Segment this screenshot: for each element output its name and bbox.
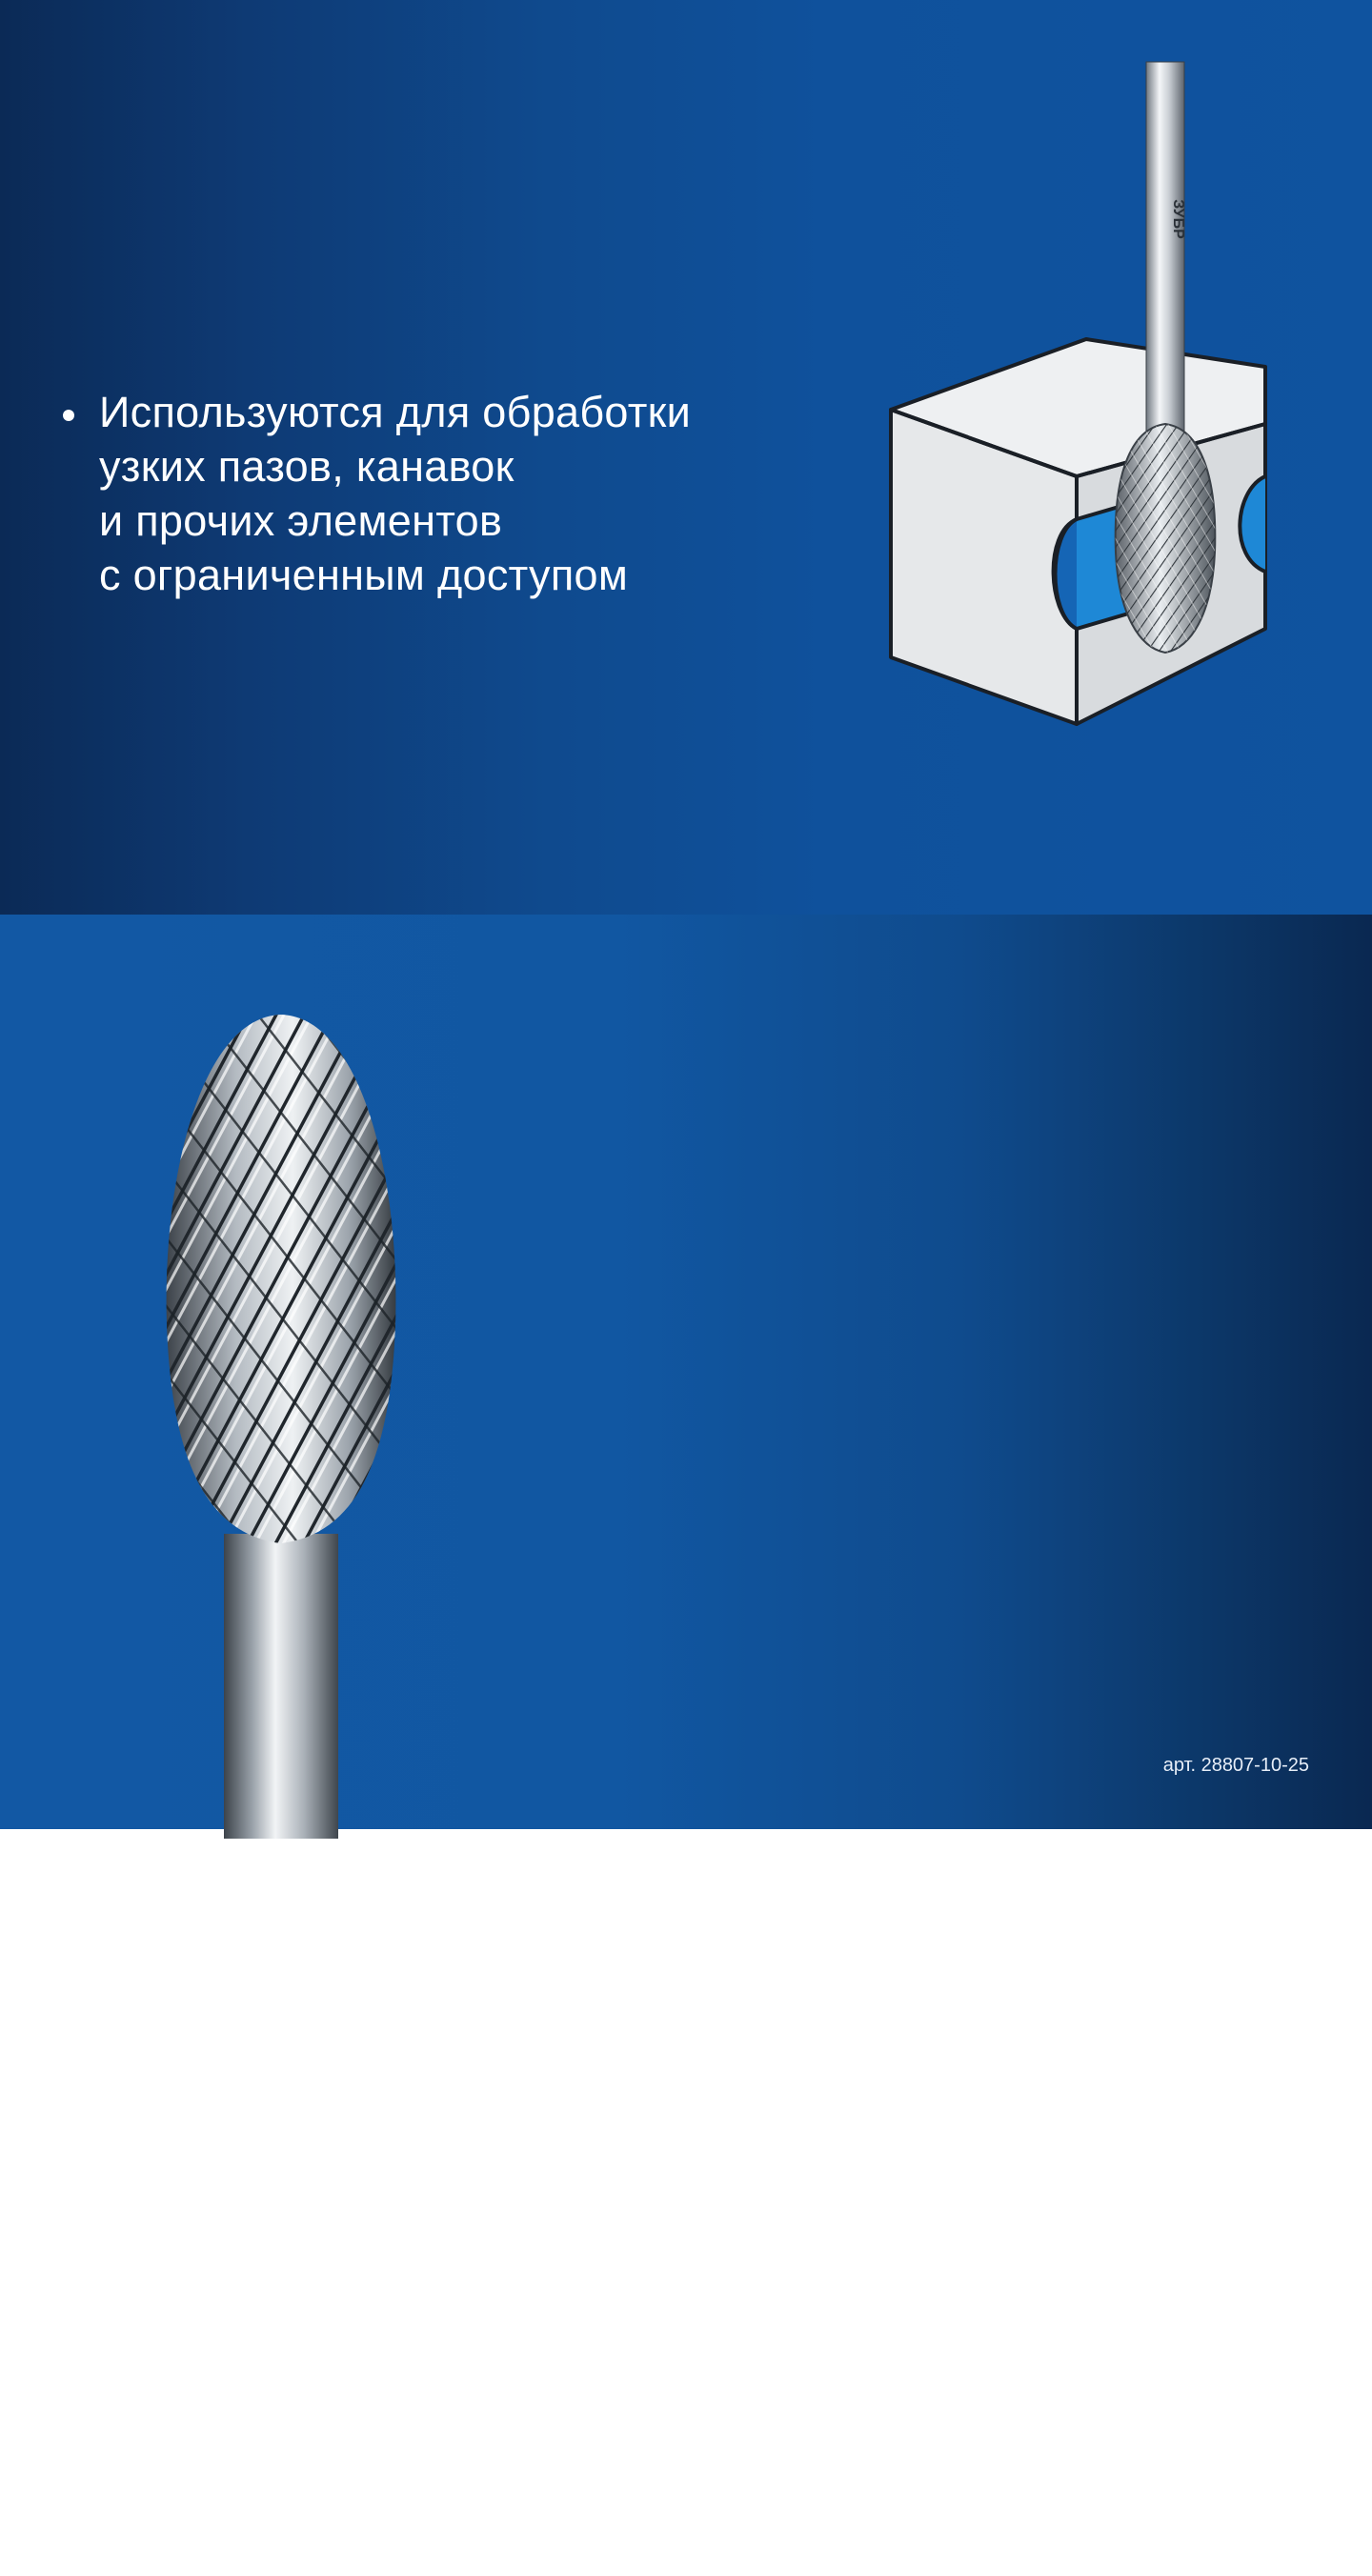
bullet-line: Рабочая часть из мелко- — [600, 1984, 1099, 2033]
bottom-panel — [0, 915, 1372, 2520]
carbide-burr-closeup-icon — [162, 962, 438, 1829]
bullet-dot-icon — [564, 2223, 575, 2234]
bullet-line: узких пазов, канавок — [99, 442, 514, 491]
bullet-line: с ограниченным доступом — [99, 551, 629, 599]
bullet-item — [564, 1982, 1164, 2144]
bullet-line: зернистого твердого сплава — [600, 2039, 1165, 2087]
bullet-line: большинства материалов — [600, 2471, 1122, 2520]
workpiece-block-illustration-icon — [877, 57, 1277, 743]
bullet-item — [564, 2360, 1164, 2523]
bullet-item — [564, 2198, 1164, 2306]
bullet-dot-icon — [564, 2006, 575, 2018]
bullet-line: Двойная заточка рабочей — [600, 2363, 1117, 2411]
bullet-line: части подходит для — [600, 2417, 998, 2465]
bullet-line: марки ВК8 — [600, 2093, 813, 2142]
bullet-line: Используются для обработки — [99, 388, 692, 436]
bullet-dot-icon — [564, 2385, 575, 2396]
brand-engraving: ЗУБР — [1170, 199, 1186, 239]
bullet-line: заточка — [600, 2255, 754, 2304]
bullet-line: Полностью автоматическая — [600, 2201, 1160, 2249]
top-panel — [0, 0, 1372, 915]
top-bullet-list — [63, 385, 691, 602]
bullet-item — [63, 385, 691, 602]
bullet-dot-icon — [63, 410, 74, 421]
article-number: арт. 28807-10-25 — [1162, 1755, 1309, 1776]
bottom-bullet-list — [564, 1982, 1164, 2576]
bullet-line: и прочих элементов — [99, 496, 503, 545]
